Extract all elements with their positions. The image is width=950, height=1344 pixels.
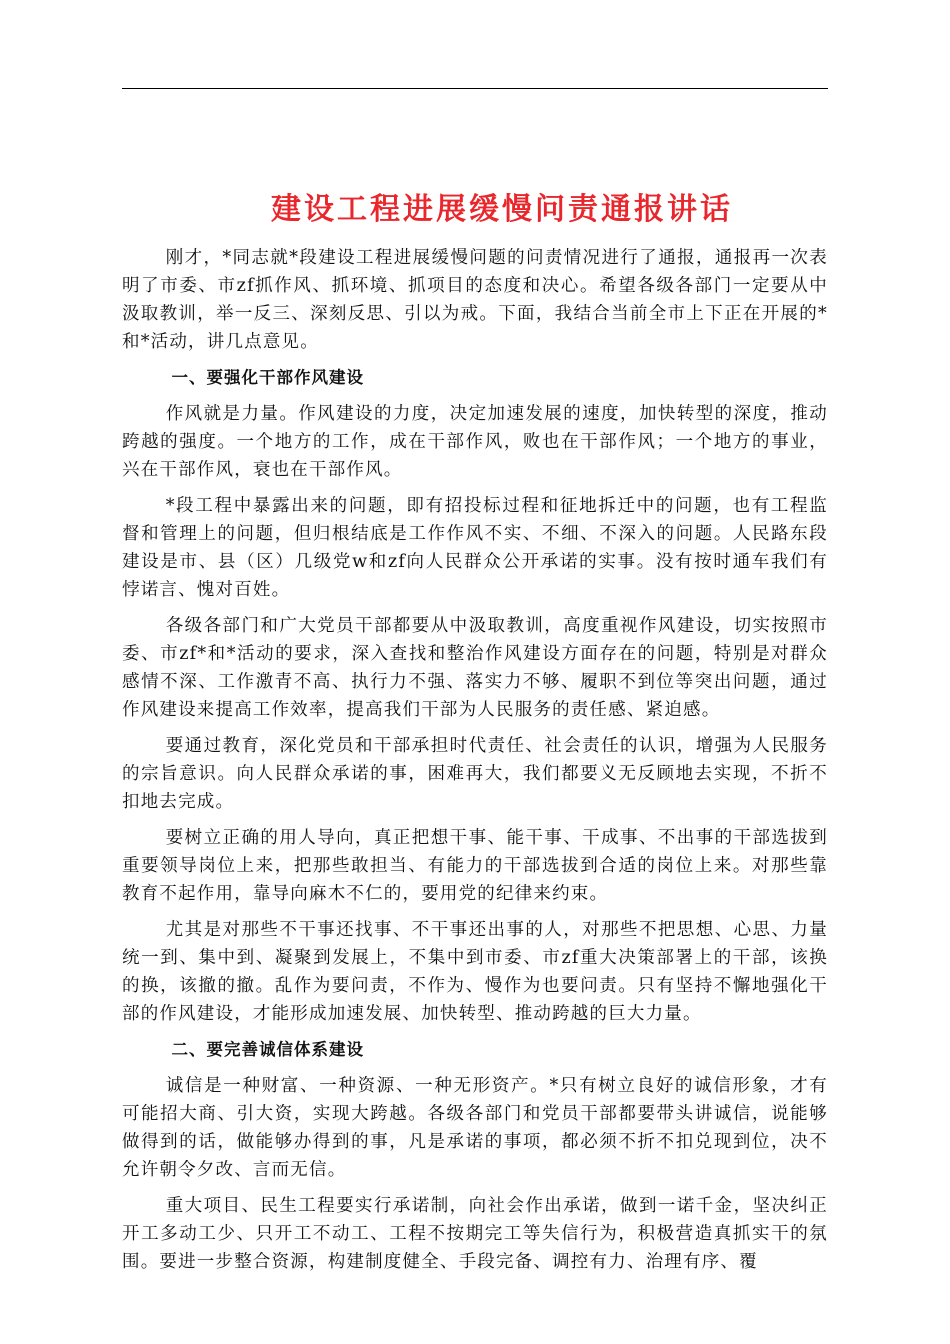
paragraph: 作风就是力量。作风建设的力度，决定加速发展的速度，加快转型的深度，推动跨越的强度。一个地方的工作，成在干部作风，败也在干部作风；一个地方的事业，兴在干部作风，衰也在干部作风。 xyxy=(122,404,828,480)
section-heading: 二、要完善诚信体系建设 xyxy=(171,1040,364,1059)
paragraph: 重大项目、民生工程要实行承诺制，向社会作出承诺，做到一诺千金，坚决纠正开工多动工少、只开工不动工、工程不按期完工等失信行为，积极营造真抓实干的氛围。要进一步整合资源，构建制度健全、手段完备、调控有力、治理有序、覆 xyxy=(122,1196,828,1272)
paragraph: 各级各部门和广大党员干部都要从中汲取教训，高度重视作风建设，切实按照市委、市zf*和*活动的要求，深入查找和整治作风建设方面存在的问题，特别是对群众感情不深、工作激青不高、执行力不强、落实力不够、履职不到位等突出问题，通过作风建设来提高工作效率，提高我们干部为人民服务的责任感、紧迫感。 xyxy=(122,616,828,720)
paragraph: 要通过教育，深化党员和干部承担时代责任、社会责任的认识，增强为人民服务的宗旨意识。向人民群众承诺的事，困难再大，我们都要义无反顾地去实现，不折不扣地去完成。 xyxy=(122,736,828,812)
paragraph: 刚才，*同志就*段建设工程进展缓慢问题的问责情况进行了通报，通报再一次表明了市委、市zf抓作风、抓环境、抓项目的态度和决心。希望各级各部门一定要从中汲取教训，举一反三、深刻反思、引以为戒。下面，我结合当前全市上下正在开展的*和*活动，讲几点意见。 xyxy=(122,248,828,352)
header-rule xyxy=(122,88,828,89)
document-body xyxy=(122,244,828,1284)
paragraph: *段工程中暴露出来的问题，即有招投标过程和征地拆迁中的问题，也有工程监督和管理上的问题，但归根结底是工作作风不实、不细、不深入的问题。人民路东段建设是市、县（区）几级党w和zf向人民群众公开承诺的实事。没有按时通车我们有悖诺言、愧对百姓。 xyxy=(122,496,828,600)
section-heading: 一、要强化干部作风建设 xyxy=(171,368,364,387)
document-title: 建设工程进展缓慢问责通报讲话 xyxy=(271,192,733,227)
paragraph: 尤其是对那些不干事还找事、不干事还出事的人，对那些不把思想、心思、力量统一到、集中到、凝聚到发展上，不集中到市委、市zf重大决策部署上的干部，该换的换，该撤的撤。乱作为要问责，不作为、慢作为也要问责。只有坚持不懈地强化干部的作风建设，才能形成加速发展、加快转型、推动跨越的巨大力量。 xyxy=(122,920,828,1024)
paragraph: 要树立正确的用人导向，真正把想干事、能干事、干成事、不出事的干部选拔到重要领导岗位上来，把那些敢担当、有能力的干部选拔到合适的岗位上来。对那些靠教育不起作用，靠导向麻木不仁的，要用党的纪律来约束。 xyxy=(122,828,828,904)
paragraph: 诚信是一种财富、一种资源、一种无形资产。*只有树立良好的诚信形象，才有可能招大商、引大资，实现大跨越。各级各部门和党员干部都要带头讲诚信，说能够做得到的话，做能够办得到的事，凡是承诺的事项，都必须不折不扣兑现到位，决不允许朝令夕改、言而无信。 xyxy=(122,1076,828,1180)
